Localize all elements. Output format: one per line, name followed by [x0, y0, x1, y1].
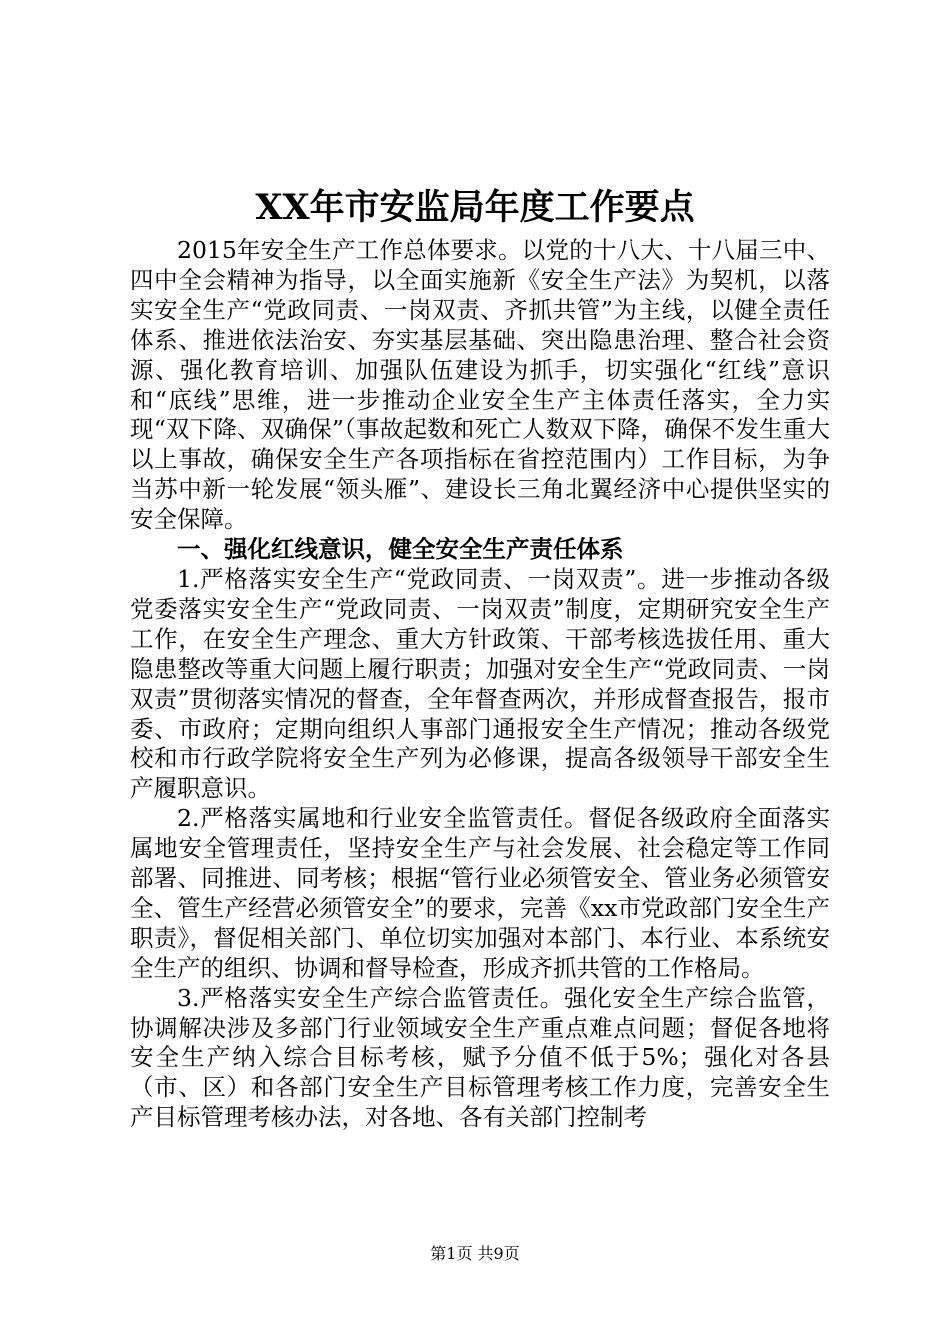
- item-paragraph-1: 1.严格落实安全生产“党政同责、一岗双责”。进一步推动各级党委落实安全生产“党政同责、一岗双责”制度，定期研究安全生产工作，在安全生产理念、重大方针政策、干部考核选拔任用、重大隐患整改等重大问题上履行职责；加强对安全生产“党政同责、一岗双责”贯彻落实情况的督查，全年督查两次，并形成督查报告，报市委、市政府；定期向组织人事部门通报安全生产情况；推动各级党校和市行政学院将安全生产列为必修课，提高各级领导干部安全生产履职意识。: [130, 564, 830, 803]
- page-footer: 第1页 共9页: [430, 1244, 520, 1263]
- document-body: [130, 236, 830, 1133]
- item-paragraph-3: 3.严格落实安全生产综合监管责任。强化安全生产综合监管，协调解决涉及多部门行业领域安全生产重点难点问题；督促各地将安全生产纳入综合目标考核，赋予分值不低于5%；强化对各县（市、区）和各部门安全生产目标管理考核工作力度，完善安全生产目标管理考核办法，对各地、各有关部门控制考: [130, 983, 830, 1132]
- section-heading: 一、强化红线意识，健全安全生产责任体系: [177, 535, 624, 564]
- document-title: XX年市安监局年度工作要点: [255, 187, 695, 228]
- item-paragraph-2: 2.严格落实属地和行业安全监管责任。督促各级政府全面落实属地安全管理责任，坚持安全生产与社会发展、社会稳定等工作同部署、同推进、同考核；根据“管行业必须管安全、管业务必须管安全、管生产经营必须管安全”的要求，完善《xx市党政部门安全生产职责》，督促相关部门、单位切实加强对本部门、本行业、本系统安全生产的组织、协调和督导检查，形成齐抓共管的工作格局。: [130, 804, 830, 982]
- intro-paragraph: 2015年安全生产工作总体要求。以党的十八大、十八届三中、四中全会精神为指导，以全面实施新《安全生产法》为契机，以落实安全生产“党政同责、一岗双责、齐抓共管”为主线，以健全责任体系、推进依法治安、夯实基层基础、突出隐患治理、整合社会资源、强化教育培训、加强队伍建设为抓手，切实强化“红线”意识和“底线”思维，进一步推动企业安全生产主体责任落实，全力实现“双下降、双确保”（事故起数和死亡人数双下降，确保不发生重大以上事故，确保安全生产各项指标在省控范围内）工作目标，为争当苏中新一轮发展“领头雁”、建设长三角北翼经济中心提供坚实的安全保障。: [130, 236, 830, 534]
